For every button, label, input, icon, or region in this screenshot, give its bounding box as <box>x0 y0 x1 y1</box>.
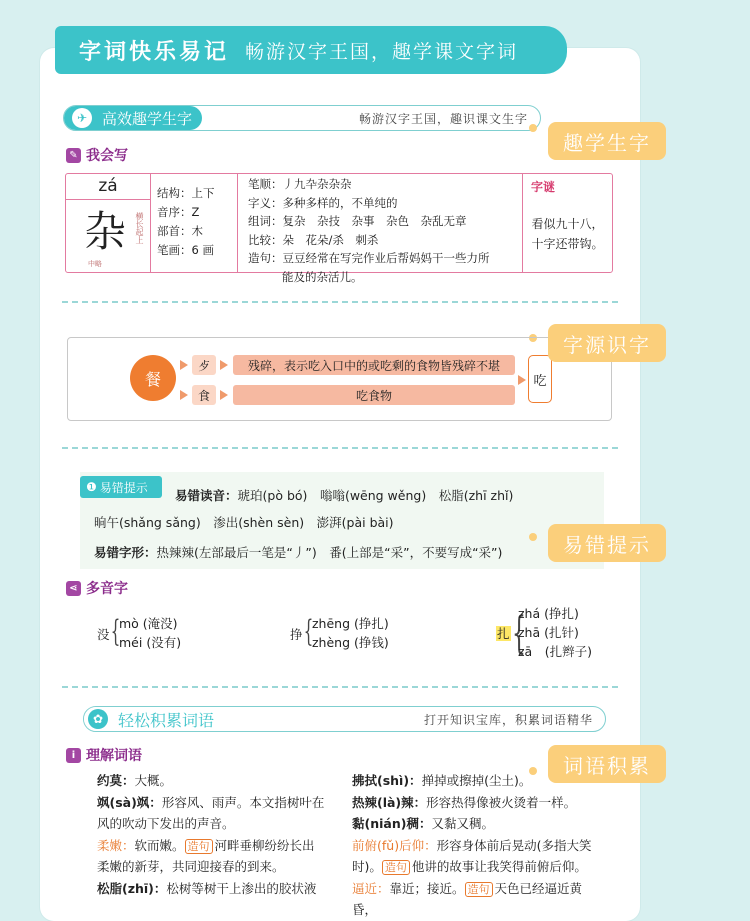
poly-reading: zhèng (挣钱) <box>312 635 389 650</box>
riddle-text <box>523 214 612 254</box>
vocab-entry <box>352 813 602 835</box>
sequence: 音序：Z <box>157 205 200 219</box>
character-box <box>66 174 151 272</box>
section-bar-characters <box>63 105 541 131</box>
vocab-left <box>97 770 347 899</box>
poly-readings <box>119 614 181 652</box>
word-groups: 组词：复杂 杂技 杂事 杂色 杂乱无章 <box>248 214 467 228</box>
error-row-1 <box>175 486 513 504</box>
example-badge: 造句 <box>382 860 410 875</box>
error-label: 易错读音： <box>175 488 238 503</box>
vocab-term: 逼近： <box>352 880 390 896</box>
vocab-entry <box>97 835 347 857</box>
banner-title: 字词快乐易记 <box>79 38 230 65</box>
vocab-term: 飒(sà)飒： <box>97 794 162 810</box>
brace: { <box>512 608 526 659</box>
tag-vocab: 词语积累 <box>548 745 666 783</box>
vocab-def: 时)。 <box>352 859 382 874</box>
comparison: 比较：朵 花朵/杀 刺杀 <box>248 232 379 247</box>
error-row-2 <box>94 513 394 531</box>
character-glyph: 杂 <box>84 207 127 256</box>
example-badge: 造句 <box>185 839 213 854</box>
arrow-icon <box>220 360 228 370</box>
error-label: 易错字形： <box>94 545 157 560</box>
vocab-def: 松树等树干上渗出的胶状液 <box>166 880 317 896</box>
poly-char: 挣 <box>290 627 303 642</box>
riddle-line: 看似九十八， <box>531 217 604 231</box>
rocket-icon: ✈ <box>72 108 92 128</box>
vocab-term: 热辣(là)辣： <box>352 794 427 810</box>
vocab-def: 形容热得像被火烫着一样。 <box>426 794 577 810</box>
vocab-entry <box>352 792 602 814</box>
character-card <box>65 173 613 284</box>
vocab-entry <box>97 770 347 792</box>
divider <box>62 447 618 449</box>
piggy-bank-icon: ✿ <box>88 709 108 729</box>
character-info <box>151 174 238 272</box>
section-title: 轻松积累词语 <box>118 710 215 730</box>
tag-dot <box>529 124 537 132</box>
poly-char <box>496 624 511 643</box>
section-subtitle: 打开知识宝库，积累词语精华 <box>423 712 593 727</box>
writing-tip-2: 中略 <box>88 260 102 268</box>
section-pill <box>84 707 224 731</box>
structure: 结构：上下 <box>157 186 215 200</box>
section-title: 高效趣学生字 <box>102 109 193 128</box>
poly-reading: zhēng (挣扎) <box>312 616 389 631</box>
top-banner <box>55 26 567 74</box>
vocab-def: 软而嫩。 <box>134 837 185 853</box>
error-item: 琥珀(pò bó) <box>237 488 308 503</box>
component-1: 歺 <box>192 355 216 375</box>
banner-subtitle: 畅游汉字王国，趣学课文字词 <box>245 40 519 63</box>
character-details <box>238 174 523 284</box>
share-icon: ⋖ <box>66 581 81 596</box>
vocab-example: 他讲的故事让我笑得前俯后仰。 <box>411 859 587 874</box>
poly-char-highlight: 扎 <box>497 626 510 641</box>
error-item: 番(上部是“采”，不要写成“采”) <box>329 545 503 560</box>
error-row-3 <box>94 543 502 561</box>
riddle-label: 字谜 <box>531 180 556 194</box>
vocab-entry <box>97 813 347 835</box>
vocab-def: 形容风、雨声。本文指树叶在 <box>161 794 325 810</box>
vocab-def: 又黏又稠。 <box>431 816 494 831</box>
vocab-term: 约莫： <box>97 773 135 788</box>
vocab-term: 柔嫩： <box>97 837 135 853</box>
pencil-icon: ✎ <box>66 148 81 163</box>
arrow-icon <box>180 390 188 400</box>
vocab-right <box>352 770 602 921</box>
brace: { <box>110 614 121 649</box>
divider <box>62 301 618 303</box>
tag-origin: 字源识字 <box>548 324 666 362</box>
section-bar-vocabulary <box>83 706 606 732</box>
vocab-term: 松脂(zhī)： <box>97 880 167 896</box>
poly-reading: zhā (扎针) <box>518 625 579 640</box>
section-pill <box>64 106 202 130</box>
vocab-term: 黏(nián)稠： <box>352 816 432 831</box>
vocab-entry <box>97 878 347 900</box>
vocab-def: 形容身体前后晃动(多指大笑 <box>436 837 592 853</box>
poly-readings <box>312 614 389 652</box>
vocab-def: 风的吹动下发出的声音。 <box>97 816 235 831</box>
subhead-vocab <box>66 745 142 765</box>
tag-fun-characters: 趣学生字 <box>548 122 666 160</box>
riddle <box>523 174 612 272</box>
error-item: 澎湃(pài bài) <box>316 515 394 530</box>
character-pinyin: zá <box>66 176 150 200</box>
info-icon: i <box>66 748 81 763</box>
tag-errors: 易错提示 <box>548 524 666 562</box>
subhead-label: 理解词语 <box>86 748 142 764</box>
error-item: 渗出(shèn sèn) <box>213 515 305 530</box>
arrow-icon <box>180 360 188 370</box>
poly-char: 没 <box>97 627 110 642</box>
vocab-def: 大概。 <box>134 773 173 788</box>
vocab-term: 拂拭(shì)： <box>352 773 422 788</box>
stroke-count: 笔画：6 画 <box>157 243 214 257</box>
error-item: 热辣辣(左部最后一笔是“丿”) <box>156 545 317 560</box>
stroke-order: 笔顺：丿九卆杂杂杂 <box>248 177 352 191</box>
subhead-polyphones <box>66 578 128 598</box>
vocab-def: 靠近；接近。 <box>389 880 465 896</box>
origin-character: 餐 <box>130 355 176 401</box>
section-subtitle: 畅游汉字王国，趣识课文生字 <box>358 111 528 126</box>
arrow-icon <box>220 390 228 400</box>
subhead-write <box>66 145 128 165</box>
sentence-cont: 能及的杂活儿。 <box>282 269 363 284</box>
error-pill-label: 易错提示 <box>99 480 148 495</box>
poly-reading: zhá (挣扎) <box>518 606 579 621</box>
vocab-example: 河畔垂柳纷纷长出 <box>214 837 315 853</box>
poly-readings <box>518 604 592 661</box>
error-item: 嗡嗡(wēng wěng) <box>319 488 427 503</box>
vocab-entry <box>352 856 602 878</box>
example-badge: 造句 <box>465 882 493 897</box>
writing-tip: 横长起上 <box>135 212 144 244</box>
subhead-label: 我会写 <box>86 148 128 164</box>
vocab-entry <box>97 792 347 814</box>
component-2: 食 <box>192 385 216 405</box>
meaning: 字义：多种多样的，不单纯的 <box>248 195 398 210</box>
alert-icon: ❶ <box>86 480 97 494</box>
sentence: 造句：豆豆经常在写完作业后帮妈妈干一些力所 <box>248 251 490 265</box>
poly-reading: méi (没有) <box>119 635 182 650</box>
riddle-line: 十字还带钩。 <box>531 237 604 251</box>
vocab-term: 前俯(fǔ)后仰： <box>352 837 437 853</box>
poly-reading: mò (淹没) <box>119 616 178 631</box>
poly-reading: zā (扎辫子) <box>518 644 592 659</box>
radical: 部首：木 <box>157 224 203 238</box>
component-2-meaning: 吃食物 <box>233 385 515 405</box>
component-1-meaning: 残碎，表示吃入口中的或吃剩的食物皆残碎不堪 <box>233 355 515 375</box>
tag-dot <box>529 533 537 541</box>
brace: { <box>303 614 314 649</box>
arrow-icon <box>518 375 526 385</box>
origin-result: 吃 <box>528 355 552 403</box>
error-pill <box>80 476 162 498</box>
vocab-entry <box>97 856 347 878</box>
subhead-label: 多音字 <box>86 581 128 597</box>
divider <box>62 686 618 688</box>
vocab-def: 柔嫩的新芽，共同迎接春的到来。 <box>97 859 285 874</box>
vocab-def: 掸掉或擦掉(尘土)。 <box>421 773 532 788</box>
error-item: 晌午(shǎng sǎng) <box>94 515 201 530</box>
vocab-example: 天色已经逼近黄昏， <box>352 880 583 917</box>
vocab-entry <box>352 835 602 857</box>
vocab-entry <box>352 878 602 921</box>
error-item: 松脂(zhī zhǐ) <box>438 488 514 503</box>
